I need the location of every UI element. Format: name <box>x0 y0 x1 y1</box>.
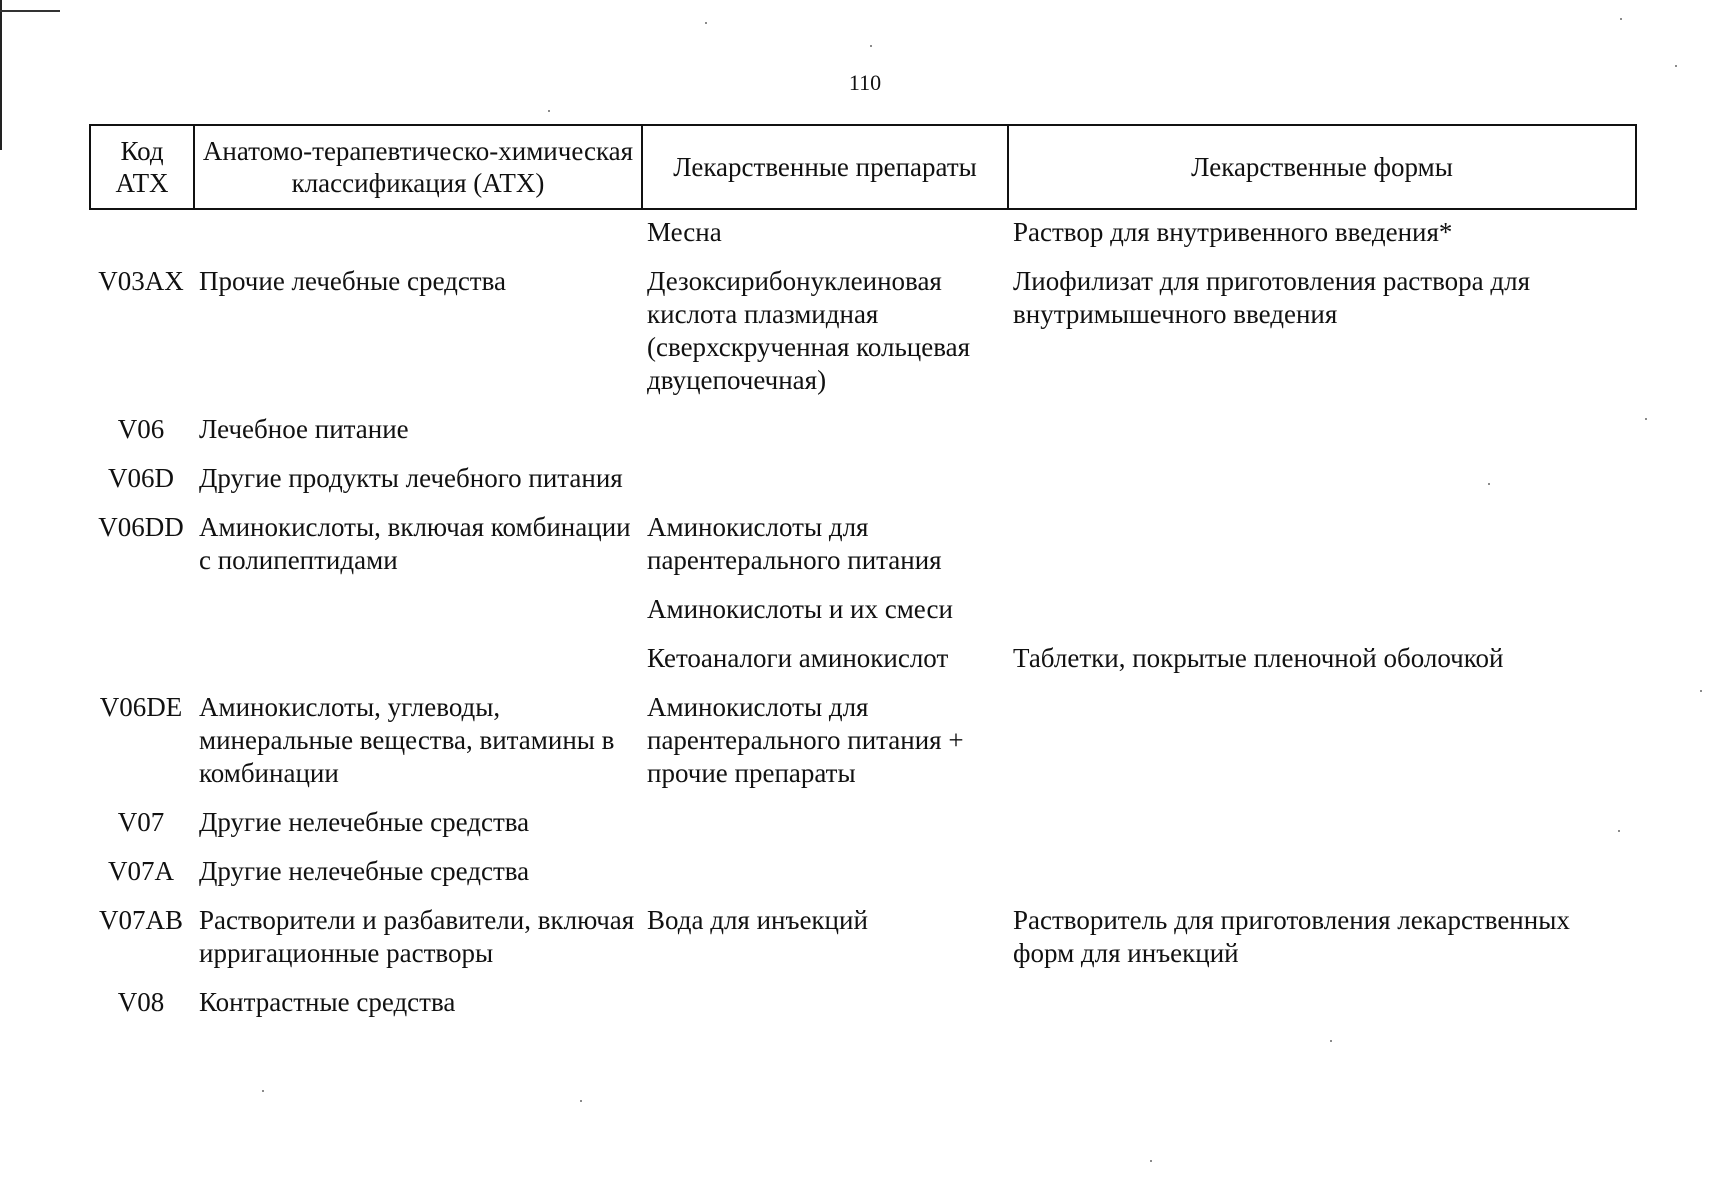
page-number: 110 <box>848 70 882 95</box>
cell-form <box>1007 593 1637 626</box>
cell-atx: Аминокислоты, включая комбинации с полипептидами <box>199 512 631 575</box>
cell-atx <box>193 216 641 249</box>
cell-form: Таблетки, покрытые пленочной оболочкой <box>1013 643 1504 673</box>
header-atx: Анатомо-терапевтическо-химическая классификация (АТХ) <box>195 126 643 208</box>
cell-form: Растворитель для приготовления лекарственных форм для инъекций <box>1013 905 1570 968</box>
scan-top-mark <box>0 10 60 12</box>
table-row <box>89 855 1637 888</box>
cell-form <box>1007 806 1637 839</box>
header-form: Лекарственные формы <box>1191 152 1453 182</box>
table-row <box>89 511 1637 577</box>
cell-atx: Аминокислоты, углеводы, минеральные вещества, витамины в комбинации <box>199 692 615 788</box>
scan-speck <box>1330 1040 1332 1042</box>
cell-atx: Прочие лечебные средства <box>199 266 506 296</box>
cell-drug: Дезоксирибонуклеиновая кислота плазмидная (сверхскрученная кольцевая двуцепочечная) <box>647 266 971 395</box>
scan-speck <box>1700 690 1702 692</box>
table-row <box>89 216 1637 249</box>
cell-drug <box>641 986 1007 1019</box>
cell-code: V08 <box>117 987 165 1017</box>
scan-speck <box>1620 18 1622 20</box>
cell-form <box>1007 986 1637 1019</box>
cell-drug: Аминокислоты для парентерального питания + прочие препараты <box>647 692 964 788</box>
cell-atx: Другие нелечебные средства <box>199 807 530 837</box>
cell-code <box>89 216 193 249</box>
cell-code: V06DD <box>98 512 184 542</box>
scan-speck <box>1150 1160 1152 1162</box>
cell-drug <box>641 855 1007 888</box>
cell-form: Раствор для внутривенного введения* <box>1013 217 1453 247</box>
cell-drug <box>641 806 1007 839</box>
cell-code: V06D <box>108 463 174 493</box>
cell-form <box>1007 462 1637 495</box>
cell-code: V07 <box>117 807 165 837</box>
header-code: Код АТХ <box>91 126 195 208</box>
cell-drug: Аминокислоты и их смеси <box>647 594 953 624</box>
scan-speck <box>705 22 707 24</box>
scan-speck <box>262 1090 264 1092</box>
table-row <box>89 413 1637 446</box>
cell-form <box>1007 691 1637 790</box>
scan-speck <box>1645 418 1647 420</box>
table-row <box>89 691 1637 790</box>
table-row <box>89 642 1637 675</box>
cell-code: V07A <box>108 856 174 886</box>
table-row <box>89 462 1637 495</box>
table-row <box>89 904 1637 970</box>
cell-code: V06DE <box>99 692 183 722</box>
cell-drug: Вода для инъекций <box>647 905 868 935</box>
scan-speck <box>1618 830 1620 832</box>
cell-drug: Аминокислоты для парентерального питания <box>647 512 942 575</box>
header-drug: Лекарственные препараты <box>643 126 1009 208</box>
cell-code: V03AX <box>98 266 184 296</box>
scan-speck <box>548 110 550 112</box>
cell-atx: Лечебное питание <box>199 414 409 444</box>
cell-code: V07AB <box>98 905 183 935</box>
cell-code <box>89 593 193 626</box>
cell-form <box>1007 413 1637 446</box>
cell-atx: Растворители и разбавители, включая ирригационные растворы <box>199 905 635 968</box>
cell-form <box>1007 511 1637 577</box>
table-row <box>89 593 1637 626</box>
cell-code: V06 <box>117 414 165 444</box>
cell-drug <box>641 462 1007 495</box>
cell-drug: Кетоаналоги аминокислот <box>647 643 949 673</box>
table-body <box>89 216 1637 1035</box>
table-row <box>89 806 1637 839</box>
cell-code <box>89 642 193 675</box>
scan-speck <box>1675 65 1677 67</box>
cell-form: Лиофилизат для приготовления раствора для внутримышечного введения <box>1013 266 1531 329</box>
cell-atx <box>193 593 641 626</box>
scan-speck <box>580 1100 582 1102</box>
scan-speck <box>1488 483 1490 485</box>
cell-atx <box>193 642 641 675</box>
table-row <box>89 265 1637 397</box>
table-row <box>89 986 1637 1019</box>
table-header <box>89 124 1637 210</box>
cell-atx: Другие нелечебные средства <box>199 856 530 886</box>
scan-speck <box>870 45 872 47</box>
cell-atx: Другие продукты лечебного питания <box>199 463 623 493</box>
cell-form <box>1007 855 1637 888</box>
cell-atx: Контрастные средства <box>199 987 456 1017</box>
cell-drug: Месна <box>647 217 722 247</box>
cell-drug <box>641 413 1007 446</box>
